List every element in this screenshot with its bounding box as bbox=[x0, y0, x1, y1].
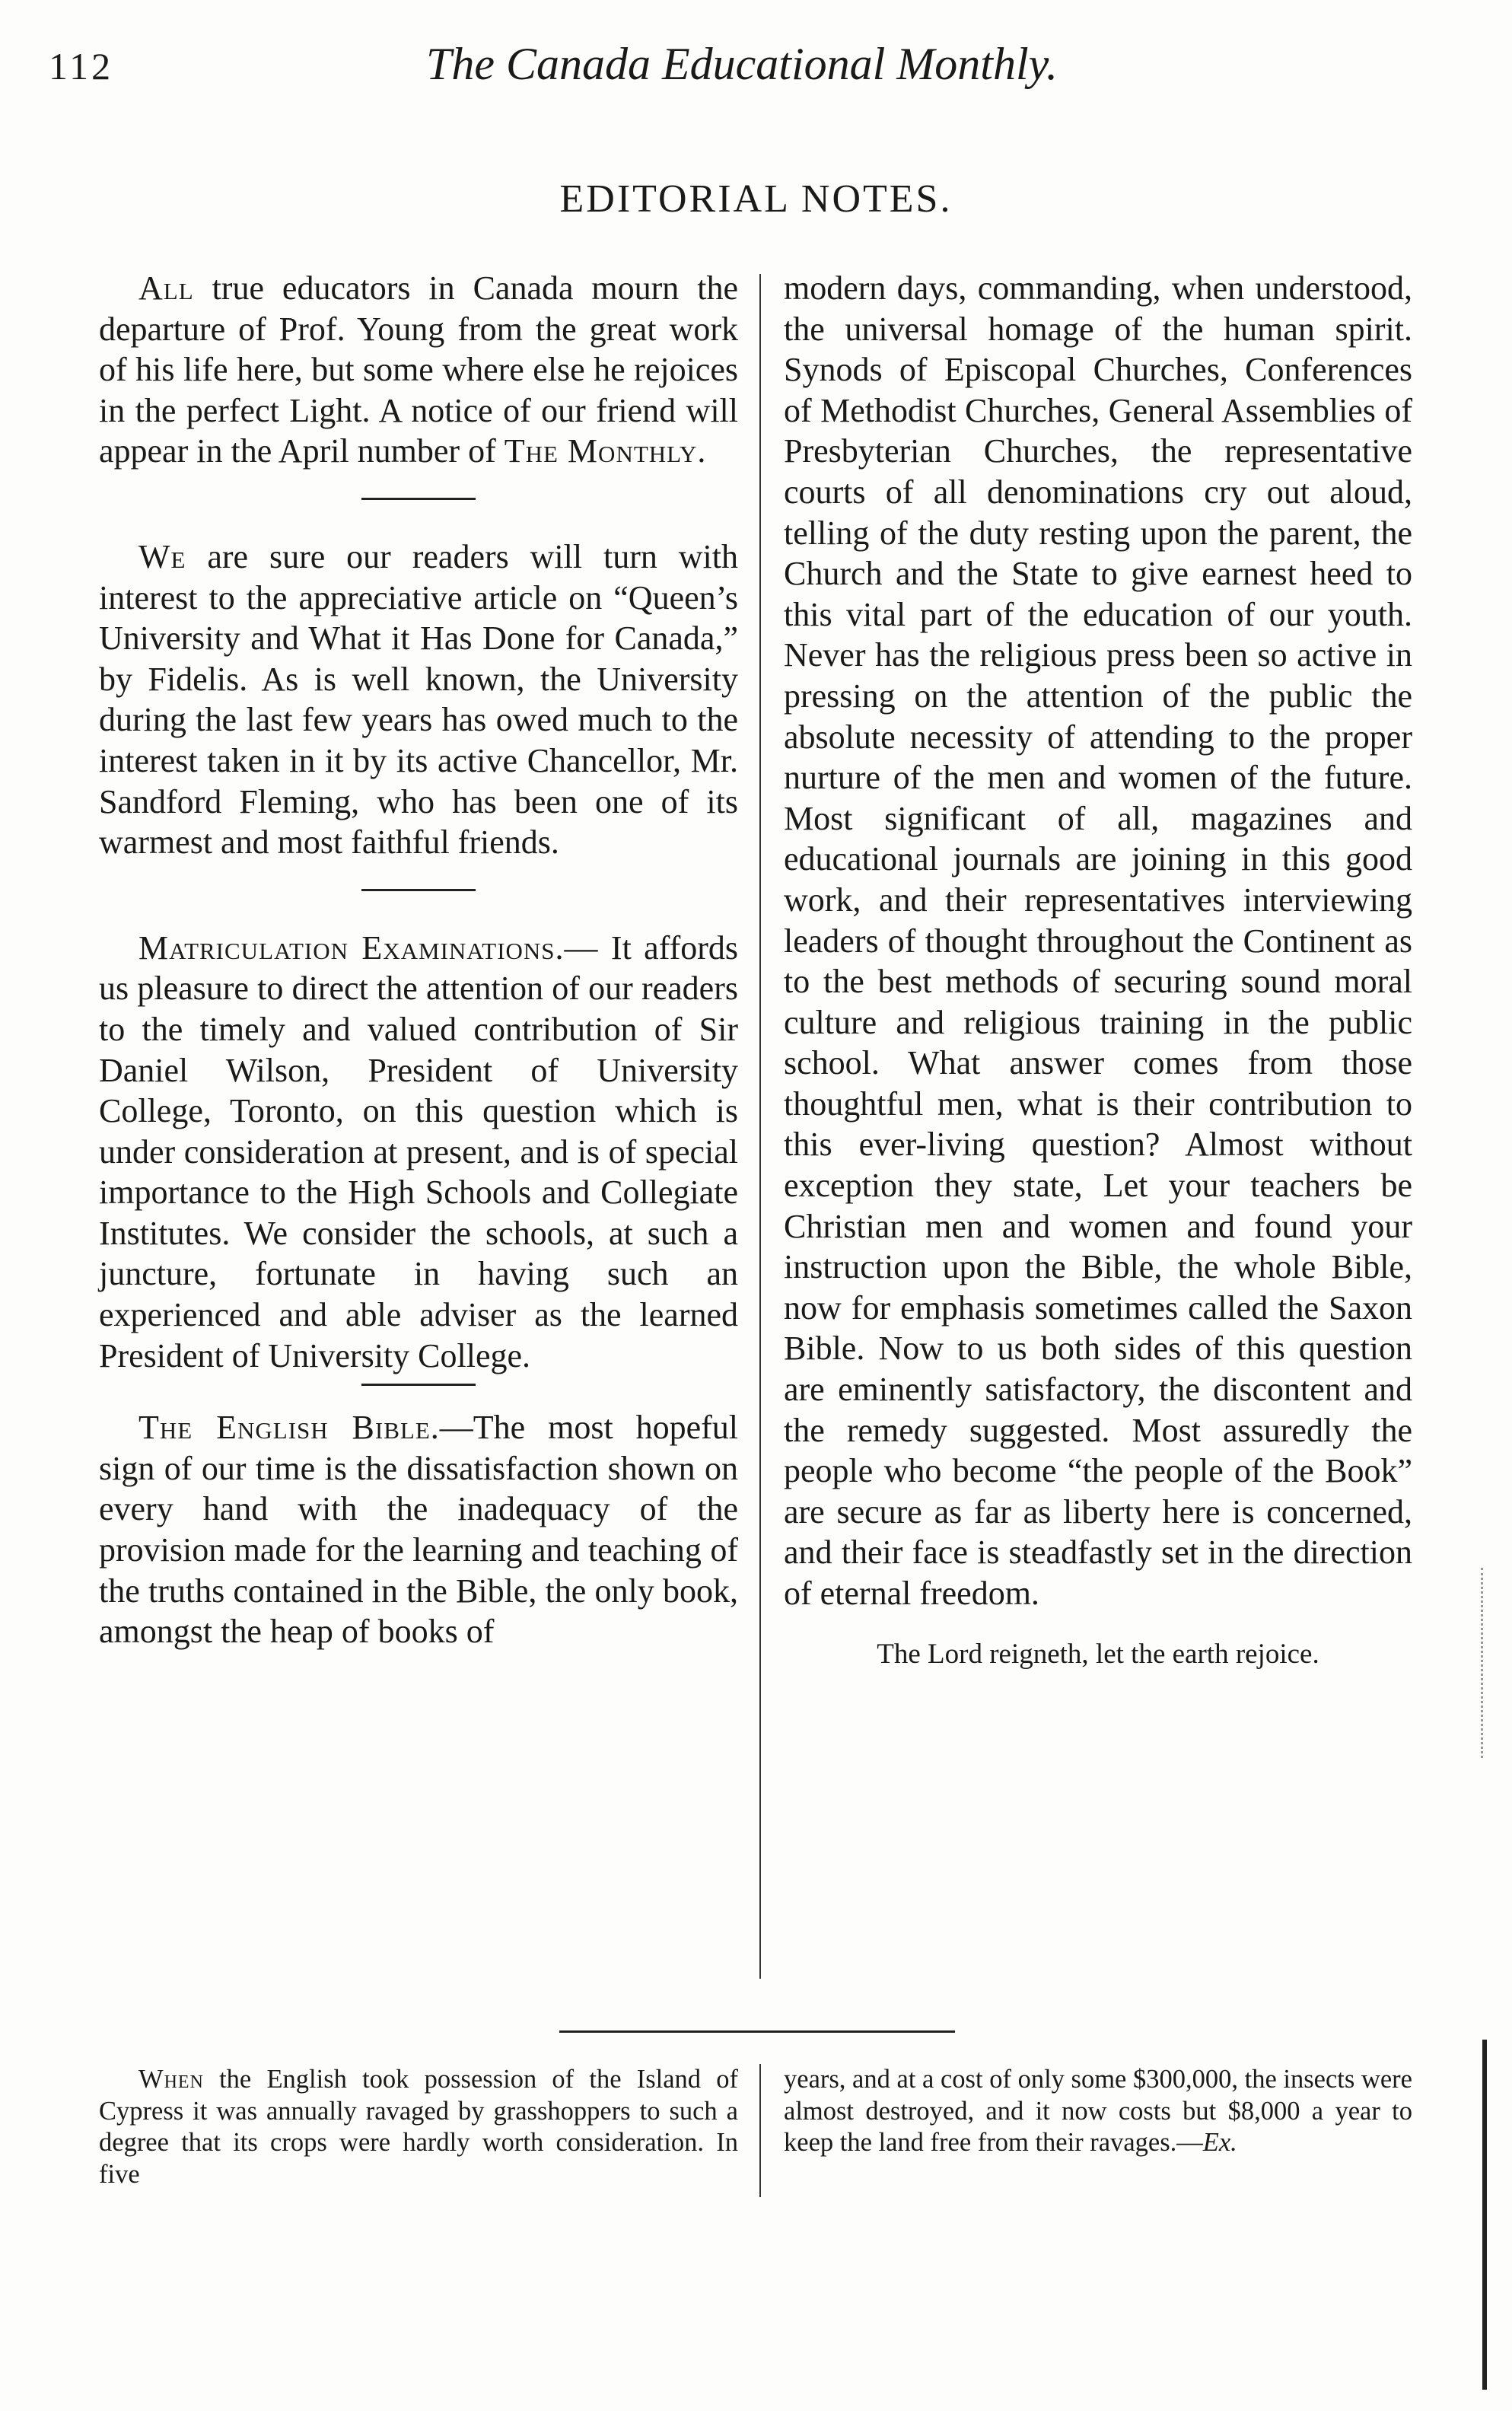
english-bible-continuation: modern days, commanding, when understood, the universal homage of the human spirit. Synods of Episcopal Churches, Conferences of Methodist Churches, General Assemblies of Presbyterian Churches, the representative courts of all denominations cry out aloud, telling of the duty resting upon the parent, the Church and the State to give earnest heed to this vital part of the education of our youth. Never has the religious press been so active in pressing on the attention of the public the absolute necessity of attending to the proper nurture of the men and women of the future. Most significant of all, magazines and educational journals are joining in this good work, and their representatives interviewing leaders of thought throughout the Continent as to the best methods of securing sound moral culture and religious training in the public school. What answer comes from those thoughtful men, what is their contribution to this ever-living question? Almost without exception they state, Let your teachers be Christian men and women and found your instruction upon the Bible, the whole Bible, now for emphasis sometimes called the Saxon Bible. Now to us both sides of this question are eminently satisfactory, the discontent and the remedy suggested. Most assuredly the people who become “the people of the Book” are secure as far as liberty here is concerned, and their face is steadfastly set in the direction of eternal freedom. bbox=[784, 269, 1412, 1612]
footnote-divider bbox=[759, 2064, 761, 2197]
lead-word: All bbox=[138, 269, 194, 307]
footnote-source: Ex. bbox=[1202, 2128, 1237, 2157]
note-text: It affords us pleasure to direct the attention of our readers to the timely and valued contribution of Sir Daniel Wilson, President of University College, Toronto, on this question which is under consideration at present, and is of special importance to the High Schools and Collegiate Institutes. We consider the schools, at such a juncture, fortunate in having such an experienced and able adviser as the learned President of University College. bbox=[99, 928, 738, 1374]
note-matriculation bbox=[99, 928, 738, 1377]
footnote-right bbox=[784, 2064, 1412, 2159]
footnote-left bbox=[99, 2064, 738, 2190]
note-heading: The English Bible. bbox=[138, 1409, 440, 1447]
footnote-paragraph-continued bbox=[784, 2064, 1412, 2159]
page-number: 112 bbox=[49, 45, 114, 88]
scan-edge-dots bbox=[1481, 1568, 1485, 1758]
note-prof-young bbox=[99, 268, 738, 472]
note-text: —The most hopeful sign of our time is the dissatisfaction shown on every hand with the inadequacy of the provision made for the learning and teaching of the truths contained in the Bible, the only book, amongst the heap of books of bbox=[99, 1409, 738, 1651]
running-header bbox=[0, 38, 1512, 107]
monthly-name: The Monthly. bbox=[504, 432, 707, 470]
note-text: true educators in Canada mourn the departure of Prof. Young from the great work of his life here, but some where else he rejoices in the perfect Light. A notice of our friend will appear in the April number of bbox=[99, 269, 738, 470]
journal-title: The Canada Educational Monthly. bbox=[426, 39, 1058, 89]
right-column bbox=[784, 268, 1412, 1674]
footnote-rule bbox=[559, 2030, 955, 2033]
lead-word: When bbox=[138, 2065, 204, 2094]
section-title: EDITORIAL NOTES. bbox=[559, 177, 953, 221]
note-heading: Matriculation Examinations.— bbox=[138, 928, 599, 967]
section-rule bbox=[361, 1384, 476, 1386]
footnote-text: the English took possession of the Island of Cypress it was annually ravaged by grasshoppers to such a degree that its crops were hardly worth consideration. In five bbox=[99, 2065, 738, 2189]
left-column bbox=[99, 268, 738, 1652]
note-text: are sure our readers will turn with interest to the appreciative article on “Queen’s University and What it Has Done for Canada,” by Fidelis. As is well known, the University during the last few years has owed much to the interest taken in it by its active Chancellor, Mr. Sandford Fleming, who has been one of its warmest and most faithful friends. bbox=[99, 537, 738, 862]
scan-edge-mark bbox=[1482, 2040, 1487, 2390]
footnote-text: years, and at a cost of only some $300,000, the insects were almost destroyed, and it now costs but $8,000 a year to keep the land free from their ravages.— bbox=[784, 2065, 1412, 2157]
section-rule bbox=[361, 889, 476, 891]
note-english-bible bbox=[99, 1407, 738, 1652]
closing-line: The Lord reigneth, let the earth rejoice. bbox=[877, 1638, 1319, 1670]
note-queens-university bbox=[99, 537, 738, 863]
column-divider bbox=[759, 274, 761, 1979]
lead-word: We bbox=[138, 537, 186, 575]
footnote-paragraph bbox=[99, 2064, 738, 2190]
section-rule bbox=[361, 498, 476, 500]
